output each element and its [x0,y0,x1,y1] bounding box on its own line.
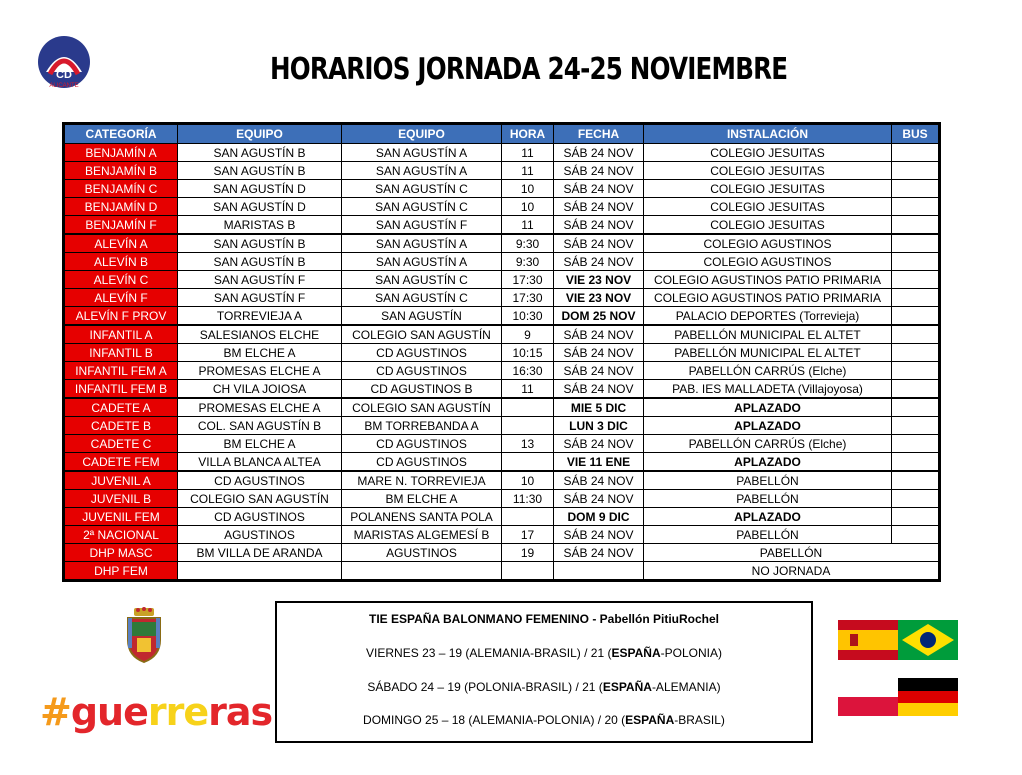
cell-equipo-1: COLEGIO SAN AGUSTÍN [178,490,342,508]
header-categoria: CATEGORÍA [64,124,178,144]
hashtag-gue: gue [70,690,148,734]
cell-equipo-2: POLANENS SANTA POLA [342,508,502,526]
info-line-text: -POLONIA) [660,646,722,660]
cell-fecha: SÁB 24 NOV [554,198,644,216]
table-row [64,417,940,435]
cell-instalacion: APLAZADO [644,417,892,435]
germany-flag-icon [898,678,958,716]
cell-instalacion: COLEGIO AGUSTINOS PATIO PRIMARIA [644,289,892,307]
cell-equipo-1: SAN AGUSTÍN B [178,253,342,271]
table-row [64,144,940,162]
table-row [64,490,940,508]
cell-hora: 9:30 [502,253,554,271]
cell-instalacion: COLEGIO JESUITAS [644,216,892,235]
cell-instalacion: COLEGIO JESUITAS [644,198,892,216]
cell-bus [892,198,940,216]
cell-instalacion: COLEGIO AGUSTINOS PATIO PRIMARIA [644,271,892,289]
cell-equipo-1: SAN AGUSTÍN D [178,180,342,198]
cell-instalacion: PAB. IES MALLADETA (Villajoyosa) [644,380,892,399]
table-row [64,526,940,544]
cell-hora: 17 [502,526,554,544]
cell-equipo-1: TORREVIEJA A [178,307,342,326]
cell-categoria: ALEVÍN F PROV [64,307,178,326]
cell-fecha: MIE 5 DIC [554,398,644,417]
header-equipo-1: EQUIPO [178,124,342,144]
cell-hora: 10 [502,471,554,490]
table-row [64,271,940,289]
header-fecha: FECHA [554,124,644,144]
cell-categoria: BENJAMÍN F [64,216,178,235]
table-row [64,362,940,380]
cell-instalacion: COLEGIO JESUITAS [644,162,892,180]
cell-equipo-2: CD AGUSTINOS [342,435,502,453]
info-line-friday [277,646,811,660]
cell-fecha: SÁB 24 NOV [554,344,644,362]
table-row [64,562,940,581]
cell-hora: 10 [502,180,554,198]
cell-equipo-2: SAN AGUSTÍN C [342,289,502,307]
cell-equipo-1: CD AGUSTINOS [178,471,342,490]
cell-categoria: INFANTIL A [64,325,178,344]
table-row [64,253,940,271]
cell-equipo-2: CD AGUSTINOS [342,362,502,380]
info-title [277,612,811,626]
header-instalacion: INSTALACIÓN [644,124,892,144]
cell-equipo-1: SAN AGUSTÍN B [178,144,342,162]
cell-bus [892,144,940,162]
cell-hora: 19 [502,544,554,562]
cell-equipo-1: COL. SAN AGUSTÍN B [178,417,342,435]
cell-fecha: DOM 25 NOV [554,307,644,326]
cell-instalacion: COLEGIO AGUSTINOS [644,253,892,271]
cell-categoria: INFANTIL B [64,344,178,362]
logo-text: CD [56,69,72,81]
cell-hora: 11 [502,380,554,399]
cell-fecha: VIE 11 ENE [554,453,644,472]
cell-hora [502,508,554,526]
cell-equipo-2: MARISTAS ALGEMESÍ B [342,526,502,544]
cell-equipo-1: BM ELCHE A [178,344,342,362]
cell-instalacion: APLAZADO [644,453,892,472]
cell-categoria: JUVENIL A [64,471,178,490]
info-line-text: VIERNES 23 – 19 (ALEMANIA-BRASIL) / 21 ( [366,646,612,660]
cell-hora: 11:30 [502,490,554,508]
cell-categoria: CADETE B [64,417,178,435]
info-line-saturday [277,680,811,694]
cell-categoria: BENJAMÍN D [64,198,178,216]
cell-categoria: ALEVÍN B [64,253,178,271]
cell-instalacion: PABELLÓN CARRÚS (Elche) [644,362,892,380]
cell-hora: 17:30 [502,289,554,307]
cell-fecha: SÁB 24 NOV [554,162,644,180]
header-hora: HORA [502,124,554,144]
info-line-bold: ESPAÑA [602,680,652,694]
cell-instalacion: PABELLÓN [644,471,892,490]
cell-equipo-2: CD AGUSTINOS B [342,380,502,399]
table-row [64,198,940,216]
cell-bus [892,307,940,326]
cell-bus [892,380,940,399]
cell-hora: 9:30 [502,234,554,253]
cell-equipo-2: SAN AGUSTÍN C [342,180,502,198]
table-row [64,289,940,307]
cell-equipo-2: MARE N. TORREVIEJA [342,471,502,490]
cell-equipo-1: BM VILLA DE ARANDA [178,544,342,562]
cell-bus [892,490,940,508]
cell-equipo-1: AGUSTINOS [178,526,342,544]
info-line-bold: ESPAÑA [611,646,661,660]
cell-equipo-2: COLEGIO SAN AGUSTÍN [342,325,502,344]
cell-instalacion: COLEGIO AGUSTINOS [644,234,892,253]
cell-fecha: SÁB 24 NOV [554,526,644,544]
table-row [64,471,940,490]
cell-categoria: ALEVÍN A [64,234,178,253]
cell-hora [502,453,554,472]
cell-categoria: DHP FEM [64,562,178,581]
tournament-info-box [275,601,813,743]
cell-bus [892,216,940,235]
schedule-table [62,122,941,582]
page-title: HORARIOS JORNADA 24-25 NOVIEMBRE [270,52,788,87]
cell-bus [892,471,940,490]
table-row [64,544,940,562]
cell-bus [892,453,940,472]
cell-bus [892,526,940,544]
cell-instalacion: PALACIO DEPORTES (Torrevieja) [644,307,892,326]
cell-equipo-1: CD AGUSTINOS [178,508,342,526]
cell-bus [892,508,940,526]
cell-instalacion: COLEGIO JESUITAS [644,144,892,162]
cell-equipo-2: AGUSTINOS [342,544,502,562]
cell-categoria: CADETE FEM [64,453,178,472]
cell-hora: 10:15 [502,344,554,362]
table-row [64,307,940,326]
table-row [64,180,940,198]
table-row [64,435,940,453]
cell-equipo-1: CH VILA JOIOSA [178,380,342,399]
cell-equipo-2 [342,562,502,581]
cell-fecha: SÁB 24 NOV [554,362,644,380]
info-line-sunday [277,713,811,727]
cell-equipo-2: SAN AGUSTÍN A [342,144,502,162]
hashtag-ras: ras [208,690,273,734]
info-title-bold: TIE ESPAÑA BALONMANO FEMENINO [368,612,589,626]
cell-fecha: VIE 23 NOV [554,289,644,307]
cell-instalacion: PABELLÓN MUNICIPAL EL ALTET [644,344,892,362]
cell-instalacion: PABELLÓN [644,490,892,508]
cell-fecha: VIE 23 NOV [554,271,644,289]
cell-equipo-2: CD AGUSTINOS [342,344,502,362]
cell-equipo-1: SAN AGUSTÍN B [178,234,342,253]
cell-equipo-1: SAN AGUSTÍN F [178,271,342,289]
poland-flag-icon [838,678,898,716]
cell-categoria: BENJAMÍN B [64,162,178,180]
cell-hora: 10:30 [502,307,554,326]
cell-instalacion: PABELLÓN [644,526,892,544]
cell-fecha: SÁB 24 NOV [554,471,644,490]
cell-categoria: INFANTIL FEM B [64,380,178,399]
cell-fecha: SÁB 24 NOV [554,490,644,508]
cell-hora [502,417,554,435]
cell-categoria: ALEVÍN C [64,271,178,289]
cell-equipo-2: BM ELCHE A [342,490,502,508]
cell-fecha: SÁB 24 NOV [554,253,644,271]
cell-fecha: SÁB 24 NOV [554,435,644,453]
spain-flag-icon [838,620,898,660]
cell-fecha: SÁB 24 NOV [554,216,644,235]
cell-instalacion: APLAZADO [644,398,892,417]
cell-bus [892,180,940,198]
cell-fecha [554,562,644,581]
cell-equipo-2: SAN AGUSTÍN F [342,216,502,235]
cell-equipo-2: SAN AGUSTÍN C [342,198,502,216]
cell-equipo-1: PROMESAS ELCHE A [178,362,342,380]
info-title-rest: - Pabellón PitiuRochel [589,612,720,626]
cell-categoria: CADETE C [64,435,178,453]
cell-equipo-1 [178,562,342,581]
cell-categoria: BENJAMÍN C [64,180,178,198]
hashtag-guerreras [40,690,272,734]
cell-bus [892,289,940,307]
cell-equipo-2: BM TORREBANDA A [342,417,502,435]
cell-fecha: SÁB 24 NOV [554,544,644,562]
cell-equipo-1: BM ELCHE A [178,435,342,453]
header-bus: BUS [892,124,940,144]
cell-equipo-1: VILLA BLANCA ALTEA [178,453,342,472]
cell-categoria: DHP MASC [64,544,178,562]
coat-of-arms-icon [122,606,166,666]
cell-categoria: INFANTIL FEM A [64,362,178,380]
cell-bus [892,398,940,417]
cell-fecha: SÁB 24 NOV [554,380,644,399]
hashtag-hash: # [40,690,71,734]
cell-equipo-1: SALESIANOS ELCHE [178,325,342,344]
hashtag-rre: rre [147,690,209,734]
logo-subtext: ALICANTE [49,83,79,89]
table-header-row [64,124,940,144]
brazil-flag-icon [898,620,958,660]
table-row [64,508,940,526]
cell-bus [892,362,940,380]
cell-bus [892,417,940,435]
cell-fecha: DOM 9 DIC [554,508,644,526]
table-row [64,453,940,472]
cell-bus [892,234,940,253]
table-row [64,380,940,399]
cell-equipo-1: PROMESAS ELCHE A [178,398,342,417]
table-row [64,325,940,344]
cell-equipo-1: SAN AGUSTÍN F [178,289,342,307]
cell-bus [892,325,940,344]
info-line-bold: ESPAÑA [625,713,675,727]
info-line-text: SÁBADO 24 – 19 (POLONIA-BRASIL) / 21 ( [367,680,603,694]
cell-equipo-1: MARISTAS B [178,216,342,235]
info-line-text: -ALEMANIA) [651,680,721,694]
cell-categoria: BENJAMÍN A [64,144,178,162]
cell-equipo-1: SAN AGUSTÍN D [178,198,342,216]
cell-bus [892,162,940,180]
cell-categoria: CADETE A [64,398,178,417]
cell-equipo-1: SAN AGUSTÍN B [178,162,342,180]
cell-hora: 11 [502,162,554,180]
cell-fecha: SÁB 24 NOV [554,144,644,162]
cell-bus [892,271,940,289]
cell-fecha: SÁB 24 NOV [554,234,644,253]
cell-fecha: SÁB 24 NOV [554,325,644,344]
cell-hora: 16:30 [502,362,554,380]
table-row [64,162,940,180]
cell-equipo-2: SAN AGUSTÍN A [342,253,502,271]
cell-hora [502,562,554,581]
cell-instalacion: PABELLÓN MUNICIPAL EL ALTET [644,325,892,344]
table-row [64,234,940,253]
cell-categoria: ALEVÍN F [64,289,178,307]
table-row [64,216,940,235]
cell-hora [502,398,554,417]
cell-instalacion: PABELLÓN CARRÚS (Elche) [644,435,892,453]
cell-hora: 10 [502,198,554,216]
cell-instalacion: APLAZADO [644,508,892,526]
info-line-text: DOMINGO 25 – 18 (ALEMANIA-POLONIA) / 20 ( [363,713,626,727]
cell-hora: 11 [502,144,554,162]
cell-hora: 17:30 [502,271,554,289]
cell-instalacion: PABELLÓN [644,544,940,562]
cell-categoria: JUVENIL FEM [64,508,178,526]
header-equipo-2: EQUIPO [342,124,502,144]
cell-categoria: JUVENIL B [64,490,178,508]
cell-equipo-2: SAN AGUSTÍN [342,307,502,326]
cell-bus [892,253,940,271]
table-row [64,344,940,362]
cell-categoria: 2ª NACIONAL [64,526,178,544]
cell-equipo-2: SAN AGUSTÍN A [342,234,502,253]
cell-equipo-2: SAN AGUSTÍN A [342,162,502,180]
cell-equipo-2: COLEGIO SAN AGUSTÍN [342,398,502,417]
table-row [64,398,940,417]
cell-instalacion: NO JORNADA [644,562,940,581]
info-line-text: -BRASIL) [674,713,725,727]
cell-equipo-2: CD AGUSTINOS [342,453,502,472]
cell-fecha: LUN 3 DIC [554,417,644,435]
cell-instalacion: COLEGIO JESUITAS [644,180,892,198]
cell-hora: 9 [502,325,554,344]
cell-bus [892,344,940,362]
cell-hora: 13 [502,435,554,453]
club-logo-icon [36,34,92,90]
cell-hora: 11 [502,216,554,235]
cell-fecha: SÁB 24 NOV [554,180,644,198]
cell-equipo-2: SAN AGUSTÍN C [342,271,502,289]
cell-bus [892,435,940,453]
